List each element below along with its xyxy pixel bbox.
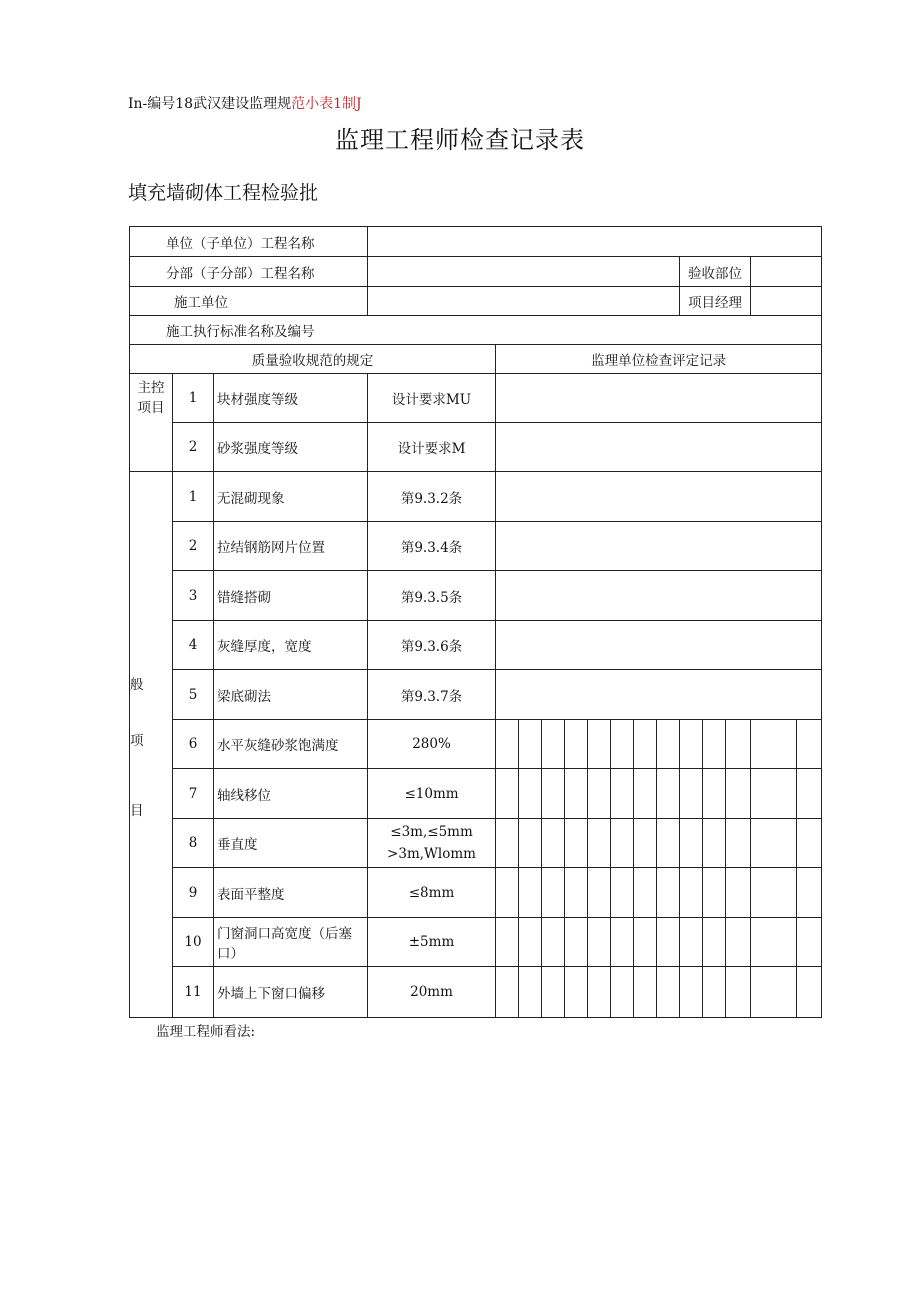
- measure-cell[interactable]: [496, 769, 519, 819]
- item-name: 拉结钢筋网片位置: [214, 522, 368, 571]
- item-name: 错缝搭砌: [214, 571, 368, 621]
- measure-cell[interactable]: [703, 720, 726, 769]
- row-constructor: [130, 287, 822, 316]
- item-number: 6: [173, 720, 214, 769]
- item-standard: 第9.3.7条: [368, 670, 496, 720]
- unit-project-name-value[interactable]: [368, 227, 822, 257]
- record-column-header: 监理单位检查评定记录: [496, 345, 822, 374]
- measure-cell[interactable]: [519, 967, 542, 1018]
- general-label-char-3: 目: [130, 803, 144, 819]
- measure-cell[interactable]: [542, 967, 565, 1018]
- measure-cell[interactable]: [565, 769, 588, 819]
- measure-cell[interactable]: [751, 918, 797, 967]
- measure-cell[interactable]: [496, 967, 519, 1018]
- measure-cell[interactable]: [726, 918, 751, 967]
- item-standard: 设计要求M: [368, 423, 496, 472]
- item-standard-line-1: ≤3m,≤5mm: [390, 824, 473, 840]
- measure-cell[interactable]: [611, 720, 634, 769]
- measure-cell[interactable]: [588, 769, 611, 819]
- construction-standard-label: 施工执行标准名称及编号: [130, 316, 822, 345]
- measure-cell[interactable]: [703, 967, 726, 1018]
- table-row: [130, 621, 822, 670]
- measure-cell[interactable]: [634, 720, 657, 769]
- item-name: 轴线移位: [214, 769, 368, 819]
- item-standard: 第9.3.4条: [368, 522, 496, 571]
- item-standard: ≤10mm: [368, 769, 496, 819]
- measure-cell[interactable]: [496, 868, 519, 918]
- record-cell[interactable]: [496, 670, 822, 720]
- page-subtitle: 填充墙砌体工程检验批: [128, 182, 319, 204]
- reference-text: In-编号18武汉建设监理规: [128, 96, 292, 112]
- row-unit-name: [130, 227, 822, 257]
- measure-cell[interactable]: [657, 819, 680, 868]
- construction-unit-value[interactable]: [368, 287, 680, 316]
- row-sub-name: [130, 257, 822, 287]
- measure-cell[interactable]: [611, 967, 634, 1018]
- measure-cell[interactable]: [588, 868, 611, 918]
- item-standard: 第9.3.5条: [368, 571, 496, 621]
- item-name: 表面平整度: [214, 868, 368, 918]
- measure-cell[interactable]: [542, 819, 565, 868]
- measure-cell[interactable]: [797, 819, 822, 868]
- document-reference: [128, 93, 362, 113]
- measure-cell[interactable]: [657, 918, 680, 967]
- measure-cell[interactable]: [588, 819, 611, 868]
- item-name: 外墙上下窗口偏移: [214, 967, 368, 1018]
- measure-cell[interactable]: [751, 720, 797, 769]
- item-number: 2: [173, 423, 214, 472]
- measure-cell[interactable]: [588, 918, 611, 967]
- sub-project-name-label: 分部（子分部）工程名称: [130, 257, 368, 287]
- item-standard-line-2: >3m,Wlomm: [387, 846, 476, 862]
- measure-cell[interactable]: [542, 720, 565, 769]
- table-row: [130, 819, 822, 868]
- item-number: 2: [173, 522, 214, 571]
- sub-project-name-value[interactable]: [368, 257, 680, 287]
- row-standard: [130, 316, 822, 345]
- measure-cell[interactable]: [751, 868, 797, 918]
- measure-cell[interactable]: [680, 967, 703, 1018]
- measure-cell[interactable]: [797, 769, 822, 819]
- item-standard: 第9.3.6条: [368, 621, 496, 670]
- measure-cell[interactable]: [634, 769, 657, 819]
- record-cell[interactable]: [496, 374, 822, 423]
- measure-cell[interactable]: [657, 967, 680, 1018]
- measure-cell[interactable]: [726, 769, 751, 819]
- measure-cell[interactable]: [797, 918, 822, 967]
- record-cell[interactable]: [496, 621, 822, 670]
- item-number: 4: [173, 621, 214, 670]
- measure-cell[interactable]: [611, 918, 634, 967]
- table-row: [130, 423, 822, 472]
- record-cell[interactable]: [496, 522, 822, 571]
- item-standard: ±5mm: [368, 918, 496, 967]
- measure-cell[interactable]: [703, 769, 726, 819]
- inspection-form-table: [129, 226, 822, 1018]
- measure-cell[interactable]: [634, 918, 657, 967]
- measure-cell[interactable]: [657, 769, 680, 819]
- measure-cell[interactable]: [611, 868, 634, 918]
- item-name: 无混砌现象: [214, 472, 368, 522]
- item-standard: [368, 819, 496, 868]
- item-number: 5: [173, 670, 214, 720]
- measure-cell[interactable]: [565, 819, 588, 868]
- item-standard: 设计要求MU: [368, 374, 496, 423]
- acceptance-location-label: 验收部位: [680, 257, 751, 287]
- item-number: 10: [173, 918, 214, 967]
- unit-project-name-label: 单位（子单位）工程名称: [130, 227, 368, 257]
- item-number: 9: [173, 868, 214, 918]
- table-row: [130, 472, 822, 522]
- measure-cell[interactable]: [680, 720, 703, 769]
- measure-cell[interactable]: [519, 720, 542, 769]
- measure-cell[interactable]: [588, 967, 611, 1018]
- measure-cell[interactable]: [680, 868, 703, 918]
- table-row: [130, 571, 822, 621]
- measure-cell[interactable]: [542, 868, 565, 918]
- measure-cell[interactable]: [751, 967, 797, 1018]
- page-title: 监理工程师检查记录表: [335, 126, 585, 154]
- construction-unit-label: 施工单位: [130, 287, 368, 316]
- measure-cell[interactable]: [680, 819, 703, 868]
- item-name: 垂直度: [214, 819, 368, 868]
- measure-cell[interactable]: [797, 720, 822, 769]
- table-row: [130, 374, 822, 423]
- general-group-label: [130, 472, 173, 1018]
- measure-cell[interactable]: [657, 868, 680, 918]
- measure-cell[interactable]: [634, 967, 657, 1018]
- measure-cell[interactable]: [565, 868, 588, 918]
- measure-cell[interactable]: [519, 918, 542, 967]
- acceptance-location-value[interactable]: [751, 257, 822, 287]
- item-name: 灰缝厚度，宽度: [214, 621, 368, 670]
- project-manager-value[interactable]: [751, 287, 822, 316]
- measure-cell[interactable]: [611, 819, 634, 868]
- measure-cell[interactable]: [496, 819, 519, 868]
- measure-cell[interactable]: [634, 819, 657, 868]
- general-label-char-2: 项: [130, 733, 144, 749]
- engineer-opinion-label: 监理工程师看法:: [156, 1024, 256, 1040]
- table-row: [130, 868, 822, 918]
- measure-cell[interactable]: [565, 918, 588, 967]
- measure-cell[interactable]: [751, 819, 797, 868]
- measure-cell[interactable]: [565, 720, 588, 769]
- record-cell[interactable]: [496, 571, 822, 621]
- item-standard: 第9.3.2条: [368, 472, 496, 522]
- item-number: 11: [173, 967, 214, 1018]
- record-cell[interactable]: [496, 472, 822, 522]
- item-standard: 280%: [368, 720, 496, 769]
- measure-cell[interactable]: [726, 819, 751, 868]
- measure-cell[interactable]: [680, 769, 703, 819]
- reference-text-red: 范小表1制J: [291, 96, 362, 112]
- item-name: 门窗洞口高宽度（后塞口）: [214, 918, 368, 967]
- measure-cell[interactable]: [703, 868, 726, 918]
- measure-cell[interactable]: [519, 819, 542, 868]
- item-number: 1: [173, 374, 214, 423]
- main-control-group-label: 主控项目: [130, 374, 173, 472]
- item-name: 砂浆强度等级: [214, 423, 368, 472]
- item-name: 梁底砌法: [214, 670, 368, 720]
- measure-cell[interactable]: [611, 769, 634, 819]
- measure-cell[interactable]: [726, 868, 751, 918]
- general-label-char-1: 般: [130, 677, 144, 693]
- measure-cell[interactable]: [542, 918, 565, 967]
- measure-cell[interactable]: [726, 967, 751, 1018]
- table-row: [130, 522, 822, 571]
- measure-cell[interactable]: [726, 720, 751, 769]
- item-name: 水平灰缝砂浆饱满度: [214, 720, 368, 769]
- measure-cell[interactable]: [680, 918, 703, 967]
- measure-cell[interactable]: [519, 769, 542, 819]
- item-number: 7: [173, 769, 214, 819]
- table-row: [130, 967, 822, 1018]
- table-row: [130, 720, 822, 769]
- item-number: 3: [173, 571, 214, 621]
- item-name: 块材强度等级: [214, 374, 368, 423]
- table-row: [130, 670, 822, 720]
- item-standard: ≤8mm: [368, 868, 496, 918]
- measure-cell[interactable]: [542, 769, 565, 819]
- measure-cell[interactable]: [797, 967, 822, 1018]
- item-number: 8: [173, 819, 214, 868]
- table-row: [130, 769, 822, 819]
- record-cell[interactable]: [496, 423, 822, 472]
- measure-cell[interactable]: [588, 720, 611, 769]
- row-column-headers: [130, 345, 822, 374]
- item-number: 1: [173, 472, 214, 522]
- measure-cell[interactable]: [634, 868, 657, 918]
- measure-cell[interactable]: [703, 819, 726, 868]
- measure-cell[interactable]: [496, 918, 519, 967]
- measure-cell[interactable]: [751, 769, 797, 819]
- spec-column-header: 质量验收规范的规定: [130, 345, 496, 374]
- measure-cell[interactable]: [657, 720, 680, 769]
- table-row: [130, 918, 822, 967]
- measure-cell[interactable]: [519, 868, 542, 918]
- measure-cell[interactable]: [565, 967, 588, 1018]
- measure-cell[interactable]: [496, 720, 519, 769]
- project-manager-label: 项目经理: [680, 287, 751, 316]
- measure-cell[interactable]: [797, 868, 822, 918]
- measure-cell[interactable]: [703, 918, 726, 967]
- item-standard: 20mm: [368, 967, 496, 1018]
